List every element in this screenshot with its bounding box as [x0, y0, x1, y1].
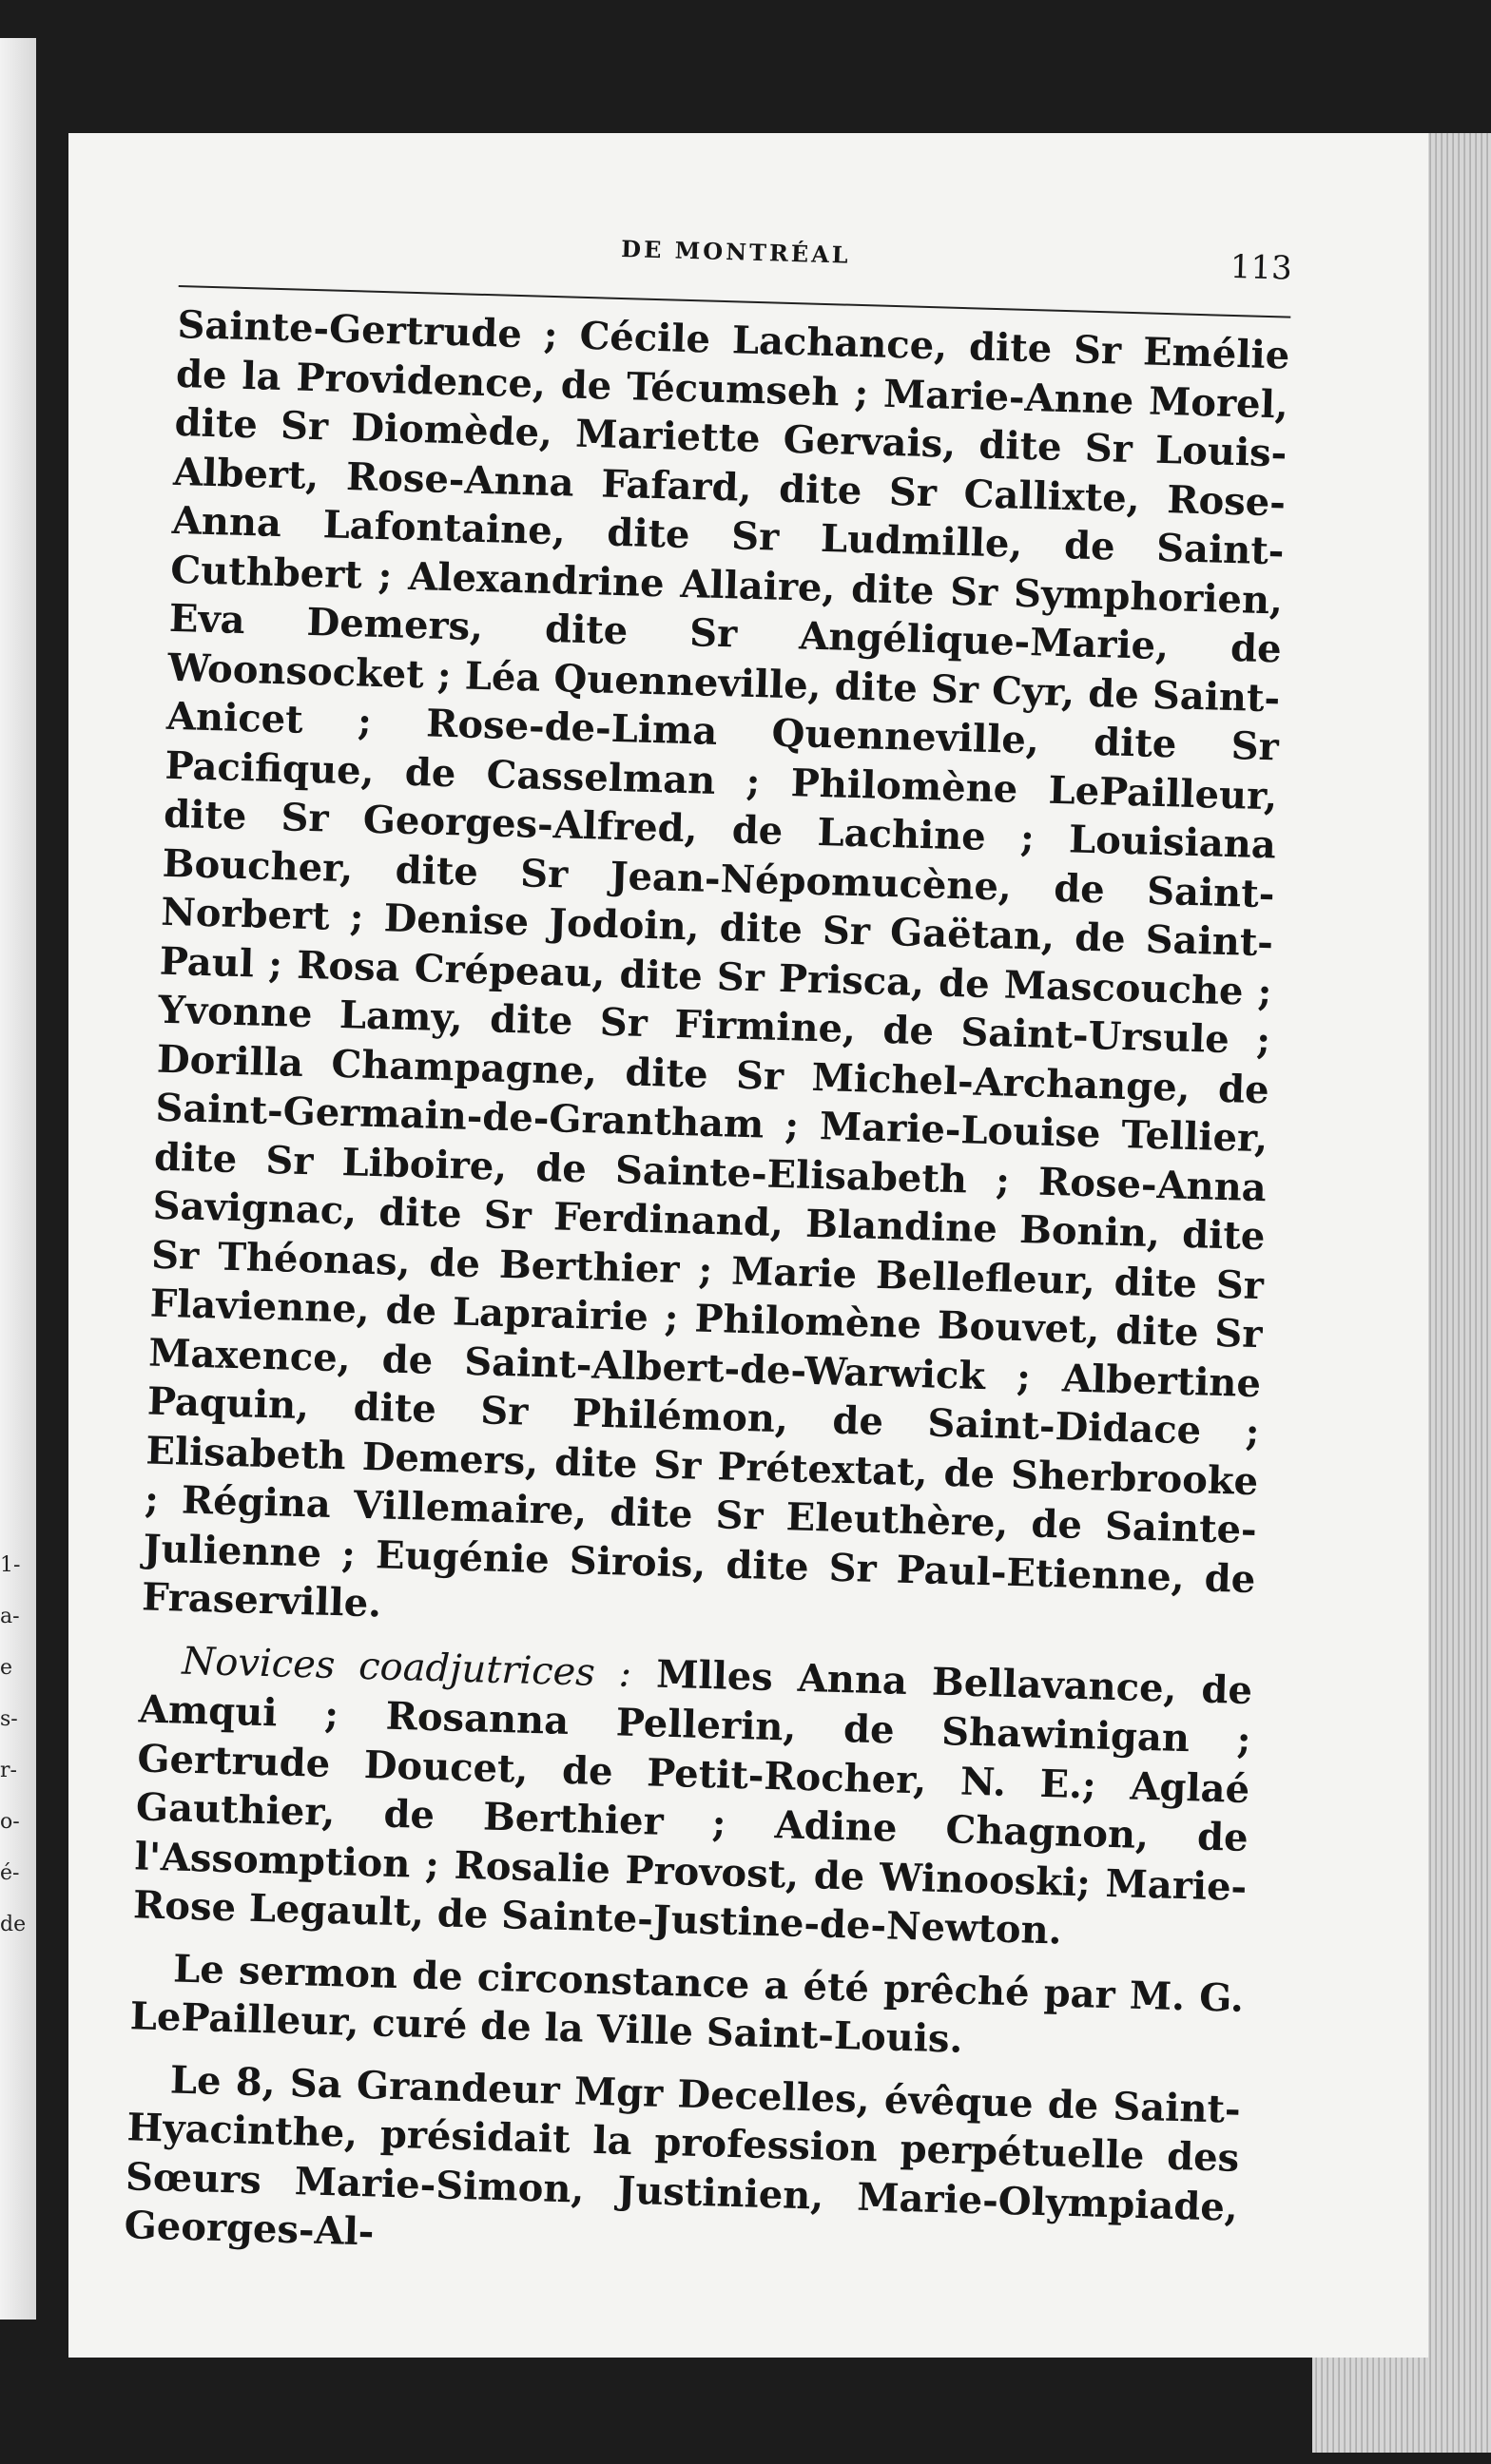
fragment: de — [0, 1913, 27, 1936]
facing-page-fragments — [0, 1540, 27, 1951]
fragment: o- — [0, 1810, 20, 1834]
paragraph-novices — [132, 1635, 1252, 1961]
fragment: é- — [0, 1861, 20, 1885]
paragraph-perpetual-profession: Le 8, Sa Grandeur Mgr Decelles, évêque de Saint-Hyacinthe, présidait la profession perpétuelle des Sœurs Marie-Simon, Justinien, Marie-Olympiade, Georges-Al- — [124, 2056, 1242, 2255]
running-head — [179, 209, 1293, 318]
running-title: DE MONTRÉAL — [620, 234, 852, 269]
fragment: s- — [0, 1707, 18, 1731]
paragraph-sermon: Le sermon de circonstance a été prêché par M. G. LePailleur, curé de la Ville Saint-Louis. — [129, 1946, 1245, 2062]
facing-page-edge — [0, 38, 36, 2320]
novices-text: Mlles Anna Bellavance, de Amqui ; Rosanna Pellerin, de Shawinigan ; Gertrude Doucet, de Petit-Rocher, N. E.; Aglaé Gauthier, de Berthier ; Adine Chagnon, de l'Assomption ; Rosalie Provost, de Winooski; Marie-Rose Legault, de Sainte-Justine-de-Newton. — [132, 1650, 1253, 1954]
fragment: r- — [0, 1759, 17, 1782]
page-content — [124, 209, 1293, 2281]
paragraph-professions: Sainte-Gertrude ; Cécile Lachance, dite Sr Emélie de la Providence, de Técumseh ; Marie-Anne Morel, dite Sr Diomède, Mariette Gervais, dite Sr Louis-Albert, Rose-Anna Fafard, dite Sr Callixte, Rose-Anna Lafontaine, dite Sr Ludmille, de Saint-Cuthbert ; Alexandrine Allaire, dite Sr Symphorien, Eva Demers, dite Sr Angélique-Marie, de Woonsocket ; Léa Quenneville, dite Sr Cyr, de Saint-Anicet ; Rose-de-Lima Quenneville, dite Sr Pacifique, de Casselman ; Philomène LePailleur, dite Sr Georges-Alfred, de Lachine ; Louisiana Boucher, dite Sr Jean-Népomucène, de Saint-Norbert ; Denise Jodoin, dite Sr Gaëtan, de Saint-Paul ; Rosa Crépeau, dite Sr Prisca, de Mascouche ; Yvonne Lamy, dite Sr Firmine, de Saint-Ursule ; Dorilla Champagne, dite Sr Michel-Archange, de Saint-Germain-de-Grantham ; Marie-Louise Tellier, dite Sr Liboire, de Sainte-Elisabeth ; Rose-Anna Savignac, dite Sr Ferdinand, Blandine Bonin, dite Sr Théonas, de Berthier ; Marie Bellefleur, dite Sr Flavienne, de Laprairie ; Philomène Bouvet, dite Sr Maxence, de Saint-Albert-de-Warwick ; Albertine Paquin, dite Sr Philémon, de Saint-Didace ; Elisabeth Demers, dite Sr Prétextat, de Sherbrooke ; Régina Villemaire, dite Sr Eleuthère, de Sainte-Julienne ; Eugénie Sirois, dite Sr Paul-Etienne, de Fraserville. — [141, 301, 1290, 1627]
fragment: 1- — [0, 1553, 21, 1577]
fragment: a- — [0, 1605, 20, 1628]
book-page — [68, 133, 1428, 2358]
page-number: 113 — [1230, 247, 1293, 288]
novices-label: Novices coadjutrices : — [181, 1639, 632, 1696]
fragment: e — [0, 1656, 13, 1680]
